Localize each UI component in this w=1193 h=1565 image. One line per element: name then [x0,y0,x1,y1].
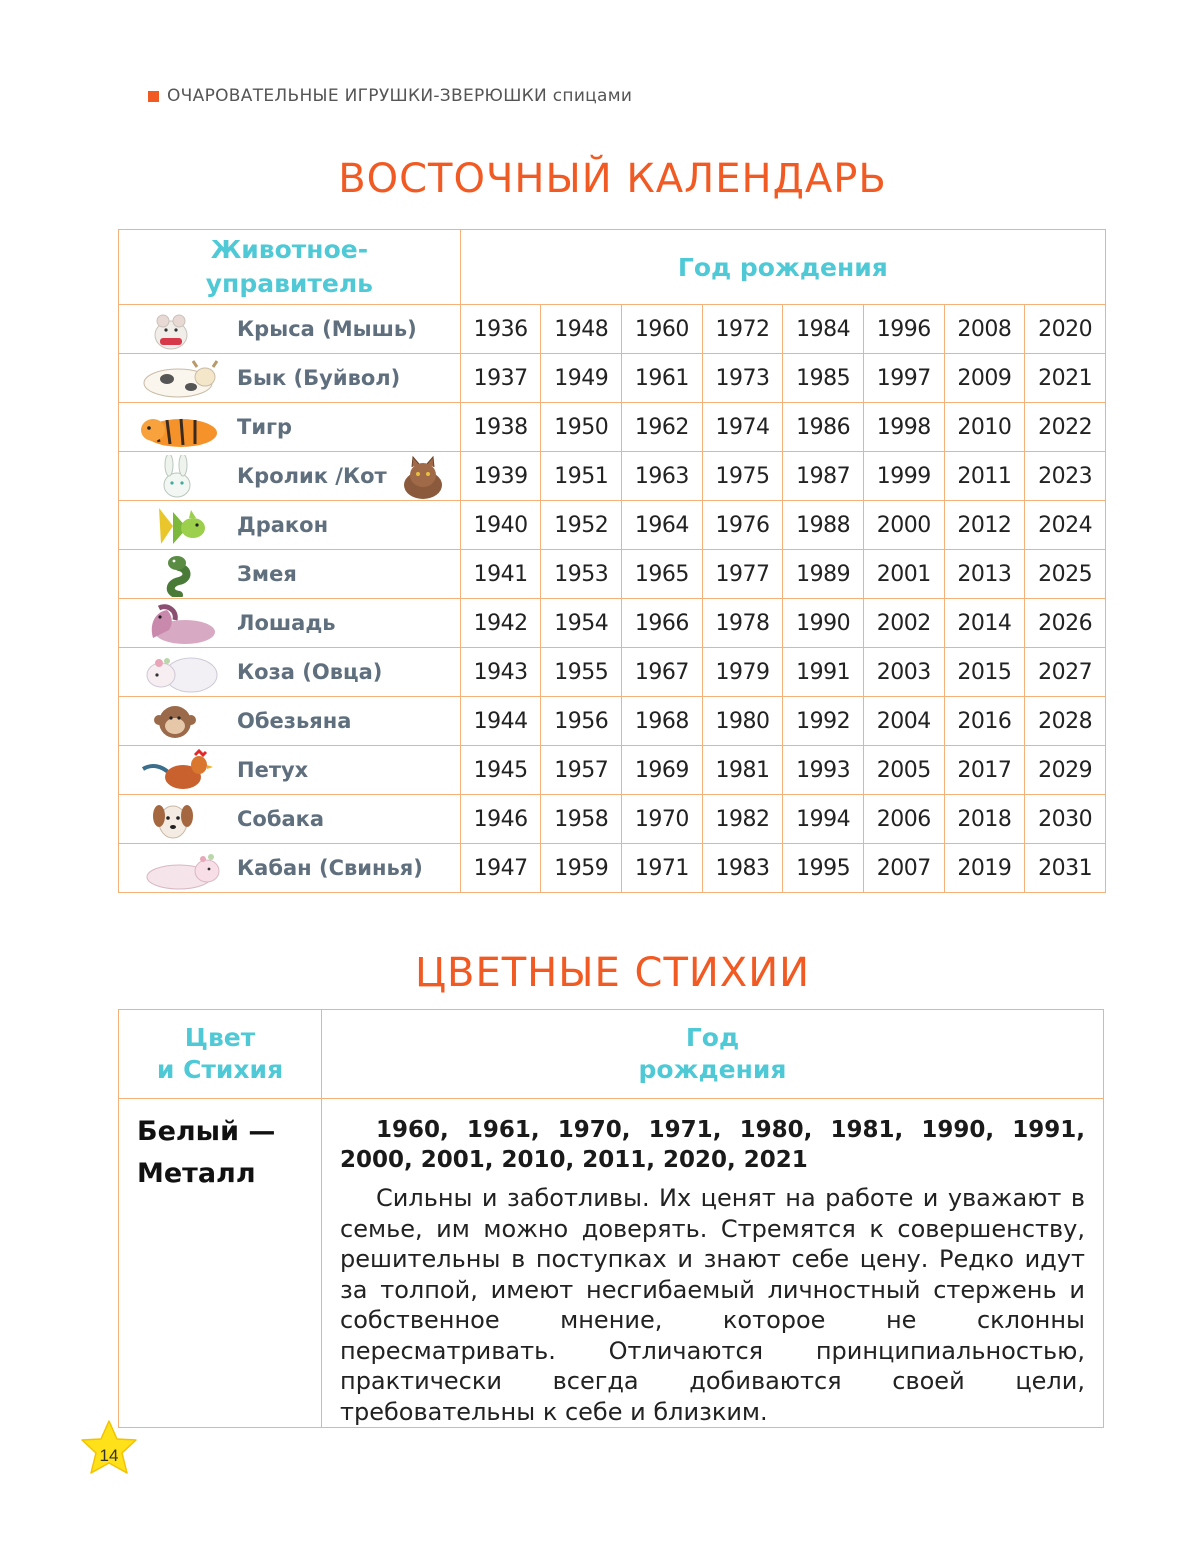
year-cell: 1995 [783,844,864,893]
year-cell: 1937 [460,354,541,403]
year-cell: 2026 [1025,599,1106,648]
year-cell: 2020 [1025,305,1106,354]
year-cell: 2015 [944,648,1025,697]
header-color-line1: Цвет [184,1023,256,1052]
header-birth-line1: Год [685,1023,740,1052]
animal-name: Собака [237,807,325,831]
year-cell: 1967 [622,648,703,697]
element-description [322,1099,1104,1428]
year-cell: 1943 [460,648,541,697]
horse-icon [133,602,223,646]
calendar-row [119,795,1106,844]
year-cell: 2031 [1025,844,1106,893]
animal-name: Коза (Овца) [237,660,383,684]
year-cell: 2018 [944,795,1025,844]
element-row [119,1099,1104,1428]
year-cell: 1964 [622,501,703,550]
year-cell: 2009 [944,354,1025,403]
year-cell: 1952 [541,501,622,550]
year-cell: 1970 [622,795,703,844]
element-name-line2: Металл [137,1158,256,1189]
animal-cell [119,305,461,354]
animal-name: Обезьяна [237,709,352,733]
header-color-line2: и Стихия [156,1055,284,1084]
animal-cell [119,599,461,648]
year-cell: 1997 [863,354,944,403]
goat-icon [133,651,223,695]
year-cell: 2013 [944,550,1025,599]
year-cell: 1999 [863,452,944,501]
animal-cell [119,354,461,403]
animal-cell [119,452,461,501]
animal-name: Лошадь [237,611,336,635]
year-cell: 2022 [1025,403,1106,452]
animal-name: Петух [237,758,309,782]
bullet-square [148,91,159,102]
year-cell: 1986 [783,403,864,452]
dragon-icon [133,504,223,548]
animal-name: Тигр [237,415,293,439]
year-cell: 2019 [944,844,1025,893]
animal-cell [119,550,461,599]
year-cell: 1973 [702,354,783,403]
year-cell: 1962 [622,403,703,452]
calendar-title: ВОСТОЧНЫЙ КАЛЕНДАРЬ [338,156,887,202]
rooster-icon [133,749,223,793]
year-cell: 1968 [622,697,703,746]
tiger-icon [133,406,223,450]
calendar-row [119,599,1106,648]
year-cell: 1984 [783,305,864,354]
year-cell: 2004 [863,697,944,746]
calendar-row [119,746,1106,795]
animal-cell [119,697,461,746]
cat-icon [397,455,447,501]
year-cell: 2021 [1025,354,1106,403]
year-cell: 2027 [1025,648,1106,697]
year-cell: 1966 [622,599,703,648]
elements-table [118,1009,1104,1428]
year-cell: 1998 [863,403,944,452]
header-color-element [119,1010,322,1099]
animal-cell [119,844,461,893]
year-cell: 1953 [541,550,622,599]
year-cell: 2000 [863,501,944,550]
year-cell: 1954 [541,599,622,648]
year-cell: 1944 [460,697,541,746]
elements-title: ЦВЕТНЫЕ СТИХИИ [414,950,811,996]
year-cell: 2006 [863,795,944,844]
year-cell: 1975 [702,452,783,501]
calendar-row [119,697,1106,746]
year-cell: 2030 [1025,795,1106,844]
year-cell: 1989 [783,550,864,599]
year-cell: 1941 [460,550,541,599]
animal-cell [119,501,461,550]
year-cell: 1956 [541,697,622,746]
calendar-row [119,403,1106,452]
year-cell: 1959 [541,844,622,893]
year-cell: 1957 [541,746,622,795]
year-cell: 1982 [702,795,783,844]
year-cell: 1946 [460,795,541,844]
animal-name: Кабан (Свинья) [237,856,423,880]
year-cell: 2010 [944,403,1025,452]
calendar-table [118,229,1106,893]
year-cell: 2024 [1025,501,1106,550]
year-cell: 2011 [944,452,1025,501]
year-cell: 2008 [944,305,1025,354]
year-cell: 2028 [1025,697,1106,746]
element-name-line1: Белый — [137,1116,276,1147]
year-cell: 1981 [702,746,783,795]
year-cell: 1993 [783,746,864,795]
year-cell: 1992 [783,697,864,746]
year-cell: 1974 [702,403,783,452]
year-cell: 2001 [863,550,944,599]
snake-icon [133,553,223,597]
year-cell: 1991 [783,648,864,697]
animal-cell [119,648,461,697]
year-cell: 1990 [783,599,864,648]
animal-name: Бык (Буйвол) [237,366,401,390]
animal-name: Змея [237,562,297,586]
animal-cell [119,795,461,844]
year-cell: 1972 [702,305,783,354]
calendar-row [119,305,1106,354]
header-animal-line1: Животное- [210,235,369,264]
year-cell: 2016 [944,697,1025,746]
year-cell: 1950 [541,403,622,452]
year-cell: 1979 [702,648,783,697]
year-cell: 2014 [944,599,1025,648]
year-cell: 1961 [622,354,703,403]
year-cell: 1949 [541,354,622,403]
header-birth-year [322,1010,1104,1099]
year-cell: 1951 [541,452,622,501]
year-cell: 1963 [622,452,703,501]
header-animal-line2: управитель [205,269,373,298]
year-cell: 1985 [783,354,864,403]
year-cell: 2005 [863,746,944,795]
animal-cell [119,746,461,795]
year-cell: 2003 [863,648,944,697]
year-cell: 1940 [460,501,541,550]
element-text: Сильны и заботливы. Их ценят на работе и уважают в семье, им можно доверять. Стремятся к совершенству, решительны в поступках и знают себе цену. Редко идут за толпой, имеют несгибаемый личностный стержень и собственное мнение, которое не склонны пересматривать. Отличаются принципиальностью, практически всегда добиваются своей цели, требовательны к себе и близким. [340,1184,1085,1426]
year-cell: 2012 [944,501,1025,550]
year-cell: 1988 [783,501,864,550]
page-number-badge [78,1418,140,1480]
animal-name: Кролик /Кот [237,464,387,488]
animal-cell [119,403,461,452]
year-cell: 1960 [622,305,703,354]
year-cell: 1996 [863,305,944,354]
year-cell: 2002 [863,599,944,648]
calendar-row [119,550,1106,599]
year-cell: 2029 [1025,746,1106,795]
animal-name: Дракон [237,513,329,537]
element-years: 1960, 1961, 1970, 1971, 1980, 1981, 1990, 1991, 2000, 2001, 2010, 2011, 2020, 2021 [340,1117,1085,1173]
year-cell: 1936 [460,305,541,354]
year-cell: 2007 [863,844,944,893]
year-cell: 1938 [460,403,541,452]
year-cell: 2025 [1025,550,1106,599]
running-head [148,86,632,106]
rabbit-icon [133,455,223,499]
year-cell: 1948 [541,305,622,354]
year-cell: 1939 [460,452,541,501]
year-cell: 1947 [460,844,541,893]
year-cell: 2017 [944,746,1025,795]
animal-name: Крыса (Мышь) [237,317,417,341]
header-animal [119,230,461,305]
calendar-row [119,501,1106,550]
calendar-row [119,648,1106,697]
element-name [119,1099,322,1428]
calendar-row [119,452,1106,501]
year-cell: 1969 [622,746,703,795]
pig-icon [133,847,223,891]
year-cell: 1980 [702,697,783,746]
year-cell: 1978 [702,599,783,648]
year-cell: 1971 [622,844,703,893]
year-cell: 2023 [1025,452,1106,501]
monkey-icon [133,700,223,744]
year-cell: 1942 [460,599,541,648]
ox-icon [133,357,223,401]
calendar-row [119,354,1106,403]
year-cell: 1994 [783,795,864,844]
year-cell: 1987 [783,452,864,501]
running-head-text: ОЧАРОВАТЕЛЬНЫЕ ИГРУШКИ-ЗВЕРЮШКИ спицами [167,86,633,106]
rat-icon [133,308,223,352]
year-cell: 1958 [541,795,622,844]
page-number: 14 [99,1446,119,1465]
year-cell: 1945 [460,746,541,795]
calendar-row [119,844,1106,893]
year-cell: 1976 [702,501,783,550]
year-cell: 1983 [702,844,783,893]
year-cell: 1955 [541,648,622,697]
year-cell: 1965 [622,550,703,599]
header-years: Год рождения [460,230,1105,305]
dog-icon [133,798,223,842]
year-cell: 1977 [702,550,783,599]
header-birth-line2: рождения [638,1055,787,1084]
